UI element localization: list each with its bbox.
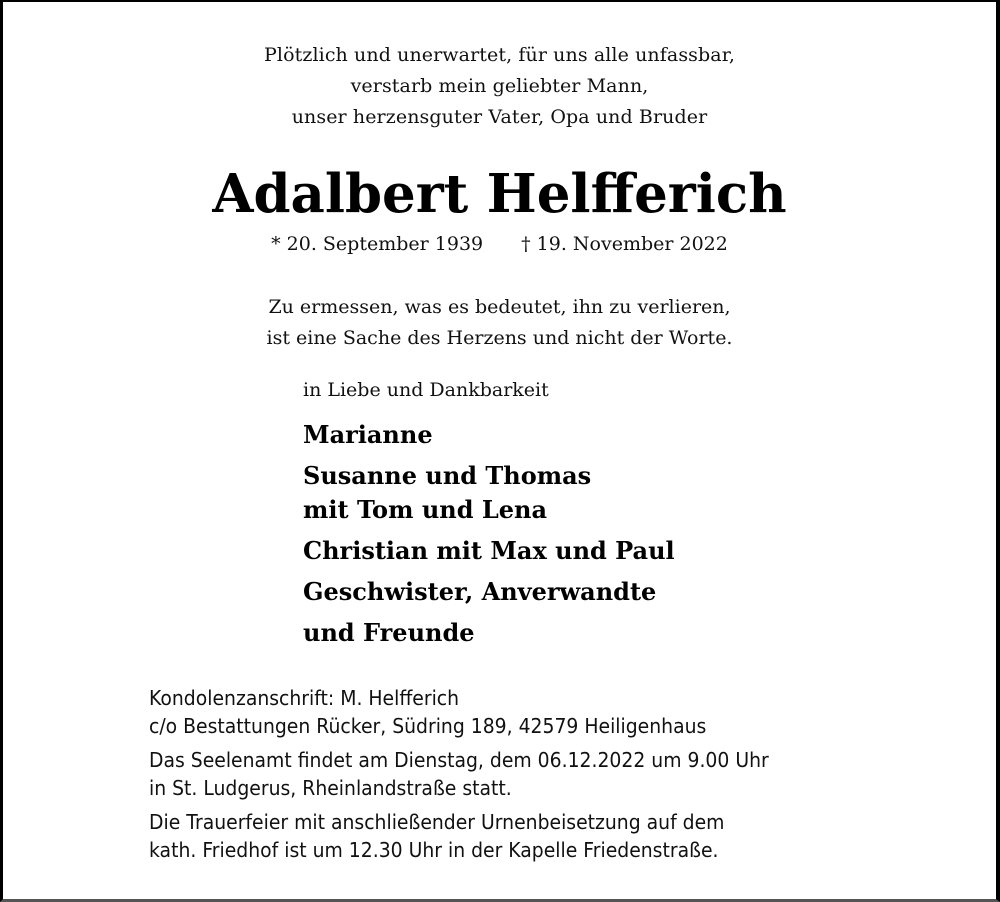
- mourner-line: mit Tom und Lena: [303, 495, 547, 524]
- intro-text: [3, 40, 996, 133]
- deceased-name: Adalbert Helfferich: [212, 163, 787, 225]
- mourner-entry: [303, 418, 675, 452]
- mourner-entry: [303, 534, 675, 568]
- mourner-line: und Freunde: [303, 618, 475, 647]
- life-dates: [3, 230, 996, 258]
- intro-line: Plötzlich und unerwartet, für uns alle unfassbar,: [264, 44, 735, 66]
- mourner-line: Christian mit Max und Paul: [303, 536, 675, 565]
- mourner-line: Geschwister, Anverwandte: [303, 577, 657, 606]
- mourner-entry: [303, 575, 675, 609]
- funeral-service-info: [149, 808, 769, 864]
- mourner-entry: [303, 616, 675, 650]
- mourner-entry: [303, 459, 675, 527]
- memorial-quote: [3, 292, 996, 354]
- info-line: Die Trauerfeier mit anschließender Urnenbeisetzung auf dem: [149, 810, 725, 834]
- gratitude-line: in Liebe und Dankbarkeit: [303, 379, 549, 401]
- info-line: in St. Ludgerus, Rheinlandstraße statt.: [149, 776, 512, 800]
- info-line: Kondolenzanschrift: M. Helfferich: [149, 686, 460, 710]
- mourner-line: Marianne: [303, 420, 433, 449]
- condolence-address: [149, 684, 769, 740]
- intro-line: verstarb mein geliebter Mann,: [350, 75, 649, 97]
- info-line: Das Seelenamt findet am Dienstag, dem 06.12.2022 um 9.00 Uhr: [149, 748, 769, 772]
- quote-line: ist eine Sache des Herzens und nicht der Worte.: [266, 327, 733, 349]
- intro-line: unser herzensguter Vater, Opa und Bruder: [291, 106, 708, 128]
- death-date: † 19. November 2022: [521, 233, 728, 255]
- info-line: kath. Friedhof ist um 12.30 Uhr in der Kapelle Friedenstraße.: [149, 838, 719, 862]
- mourner-line: Susanne und Thomas: [303, 461, 592, 490]
- info-line: c/o Bestattungen Rücker, Südring 189, 42579 Heiligenhaus: [149, 714, 707, 738]
- requiem-mass-info: [149, 746, 769, 802]
- quote-line: Zu ermessen, was es bedeutet, ihn zu verlieren,: [268, 296, 731, 318]
- birth-date: * 20. September 1939: [271, 233, 484, 255]
- mourners-list: [303, 418, 675, 657]
- service-info: [149, 684, 769, 870]
